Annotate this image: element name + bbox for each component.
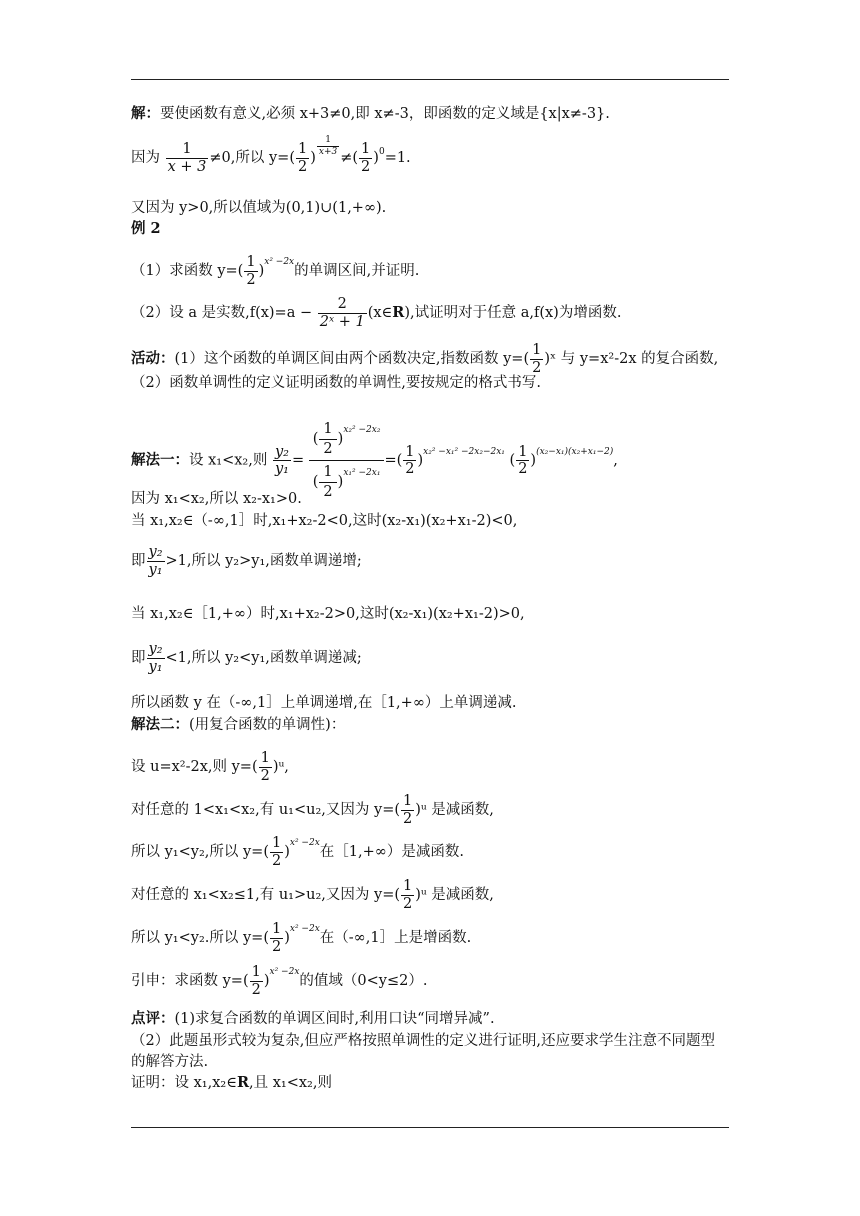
method-1-step-4: 当 x₁,x₂∈［1,+∞）时,x₁+x₂-2>0,这时(x₂-x₁)(x₂+x₁-2)>0, xyxy=(131,606,525,622)
fraction-half xyxy=(250,965,263,997)
exponent: x² −2x xyxy=(289,838,320,848)
solution-domain-text: 要使函数有意义,必须 x+3≠0,即 x≠-3，即函数的定义域是{x|x≠-3}. xyxy=(160,106,610,122)
numerator: 2 xyxy=(318,297,367,314)
fraction-half xyxy=(319,420,336,458)
text: (用复合函数的单调性)： xyxy=(189,717,346,733)
fraction-1-over-x-plus-3 xyxy=(166,142,209,174)
denominator: 2 xyxy=(403,895,413,912)
text: 对任意的 x₁<x₂≤1,有 u₁>u₂,又因为 y=( xyxy=(131,887,400,903)
denominator: 2 xyxy=(323,440,333,457)
method-2-step-1 xyxy=(131,751,731,783)
fraction-2-over-2x-plus-1 xyxy=(318,297,367,329)
numerator: 1 xyxy=(260,750,270,766)
exponent: x₂² −x₁² −2x₂−2x₁ xyxy=(423,446,505,457)
numerator: 1 xyxy=(403,878,413,894)
text: >1,所以 y₂>y₁,函数单调递增; xyxy=(165,553,362,569)
text: 所以 y₁<y₂,所以 y=( xyxy=(131,844,269,860)
denominator: 2 xyxy=(518,461,528,477)
text: 设 x₁<x₂,则 xyxy=(189,452,268,469)
fraction-half xyxy=(296,142,309,174)
reals-symbol: R xyxy=(392,304,405,321)
text: ≠0,所以 y=( xyxy=(209,150,295,166)
exponent: x² −2x xyxy=(289,924,320,934)
exponent: (x₂−x₁)(x₂+x₁−2) xyxy=(536,446,614,457)
text: ) xyxy=(284,844,290,860)
numerator: 1 xyxy=(297,141,308,157)
extension-line xyxy=(131,965,731,997)
text: （2）设 a 是实数,f(x)=a − xyxy=(131,305,313,321)
fraction-y2-over-y1 xyxy=(147,545,165,577)
method-1-line: 解法一：设 x₁<x₂,则 $\frac{\text{y₂}}{\text{y₁}}$ = ( $\frac{1}{2}$ )$^{x_2^2 -2x_2}$ ( $\frac{1}{2}$ )$^{x_1^2 -2x_1}$ =( $\frac{1}{2}$ )$^{x_2^2 -x_1^2 -2x_2-2x_1}$ ( $\frac{1}{2}$ )$^{(x_2-x_1)(x_2+x_1-2)}$, xyxy=(131,418,731,503)
numerator: 1 xyxy=(532,342,542,358)
method-2-label: 解法二： xyxy=(131,716,189,733)
text: 即 xyxy=(131,650,146,666)
example-2-part-2 xyxy=(131,297,731,329)
text: 因为 xyxy=(131,150,160,166)
fraction-half xyxy=(359,142,372,174)
fraction-half xyxy=(530,343,543,375)
example-2-heading: 例 2 xyxy=(131,220,161,237)
text: （1）求函数 y=( xyxy=(131,263,244,279)
comment-label: 点评： xyxy=(131,1010,175,1027)
fraction-half xyxy=(270,922,283,954)
method-2-heading xyxy=(131,715,731,735)
activity-line-1 xyxy=(131,343,731,375)
proof-line xyxy=(131,1073,731,1093)
fraction-half xyxy=(244,255,257,287)
text: )ᵘ 是减函数, xyxy=(415,887,494,903)
denominator: 2 xyxy=(323,483,333,500)
text: ) xyxy=(373,150,379,166)
compound-numerator: ( $\frac{1}{2}$ )$^{x_2^2 -2x_2}$ xyxy=(309,418,385,461)
solution-label: 解： xyxy=(131,105,160,122)
text: =( xyxy=(384,452,403,469)
exponent: x² −2x xyxy=(269,967,300,977)
text: ) xyxy=(284,930,290,946)
denominator: 2 xyxy=(260,767,270,784)
denominator: 2 xyxy=(405,461,415,477)
text: = xyxy=(291,452,305,469)
text: 引申：求函数 y=( xyxy=(131,973,249,989)
text: 在［1,+∞）是减函数. xyxy=(319,844,464,860)
numerator: y₂ xyxy=(274,443,289,460)
activity-label: 活动： xyxy=(131,350,175,367)
text: ),试证明对于任意 a,f(x)为增函数. xyxy=(404,305,622,321)
fraction-half xyxy=(259,751,272,783)
text: )ᵘ, xyxy=(272,759,289,775)
text: ,且 x₁<x₂,则 xyxy=(249,1075,332,1091)
numerator: 1 xyxy=(271,835,282,851)
reals-symbol: R xyxy=(236,1074,249,1091)
method-1-step-2: 当 x₁,x₂∈（-∞,1］时,x₁+x₂-2<0,这时(x₂-x₁)(x₂+x₁-2)<0, xyxy=(131,513,518,529)
activity-line-2: （2）函数单调性的定义证明函数的单调性,要按规定的格式书写. xyxy=(131,375,541,391)
footer-rule xyxy=(131,1127,729,1128)
denominator: y₁ xyxy=(274,461,289,477)
fraction-half xyxy=(401,879,414,911)
numerator: 1 xyxy=(319,463,336,483)
numerator: 1 xyxy=(403,793,413,809)
text: 的值域（0<y≤2）. xyxy=(299,973,428,989)
fraction-y2-over-y1 xyxy=(273,445,291,477)
numerator: 1 xyxy=(319,420,336,440)
range-result-line: 又因为 y>0,所以值域为(0,1)∪(1,+∞). xyxy=(131,200,387,216)
text: 的单调区间,并证明. xyxy=(294,263,420,279)
range-derivation-line xyxy=(131,134,731,175)
numerator: 1 xyxy=(246,254,256,270)
numerator: 1 xyxy=(405,443,415,460)
method-2-step-5 xyxy=(131,922,731,954)
text: , xyxy=(613,452,618,469)
method-2-step-4 xyxy=(131,879,731,911)
denominator: 2 xyxy=(361,158,371,175)
denominator: 2 xyxy=(246,271,256,288)
text: 在（-∞,1］上是增函数. xyxy=(319,930,472,946)
header-rule xyxy=(131,79,729,80)
text: ) xyxy=(258,263,265,279)
method-2-step-3 xyxy=(131,836,731,868)
method-1-label: 解法一： xyxy=(131,451,189,469)
denominator: 2 xyxy=(403,810,413,827)
method-1-step-5 xyxy=(131,642,731,674)
numerator: y₂ xyxy=(148,641,163,657)
text: <1,所以 y₂<y₁,函数单调递减; xyxy=(165,650,362,666)
text: )ˣ 与 y=x²-2x 的复合函数, xyxy=(544,351,719,367)
text: ) xyxy=(263,973,270,989)
exponent: x² −2x xyxy=(264,257,295,267)
comment-line-2: （2）此题虽形式较为复杂,但应严格按照单调性的定义进行证明,还应要求学生注意不同题型 xyxy=(131,1033,715,1049)
text: =1. xyxy=(384,150,411,166)
comment-line-1 xyxy=(131,1009,731,1029)
text: 设 u=x²-2x,则 y=( xyxy=(131,759,258,775)
method-1-step-1: 因为 x₁<x₂,所以 x₂-x₁>0. xyxy=(131,491,302,507)
denominator: 2 xyxy=(297,158,308,175)
exponent: x₂² −2x₂ xyxy=(343,425,381,435)
method-2-step-2 xyxy=(131,794,731,826)
denominator: 2 xyxy=(251,981,261,998)
text: 所以 y₁<y₂.所以 y=( xyxy=(131,930,269,946)
denominator: 2 xyxy=(271,938,282,955)
text: 即 xyxy=(131,553,146,569)
text: (1）这个函数的单调区间由两个函数决定,指数函数 y=( xyxy=(174,351,530,367)
text: ) xyxy=(310,150,316,166)
text: (1)求复合函数的单调区间时,利用口诀“同增异减”. xyxy=(174,1011,495,1027)
method-1-step-3 xyxy=(131,545,731,577)
numerator: 1 xyxy=(518,443,528,460)
numerator: 1 xyxy=(361,141,371,157)
numerator: 1 xyxy=(271,921,282,937)
denominator: 2ˣ + 1 xyxy=(319,313,365,330)
numerator: y₂ xyxy=(148,544,163,560)
superscript: 0 xyxy=(378,147,385,157)
comment-line-3: 的解答方法. xyxy=(131,1054,209,1070)
solution-domain-line xyxy=(131,104,731,124)
denominator: 2 xyxy=(271,852,282,869)
fraction-half xyxy=(516,445,529,477)
numerator: 1 xyxy=(251,964,261,980)
text: (x∈ xyxy=(367,305,393,321)
numerator: 1 xyxy=(317,136,339,147)
method-1-conclusion: 所以函数 y 在（-∞,1］上单调递增,在［1,+∞）上单调递减. xyxy=(131,695,517,711)
fraction-y2-over-y1 xyxy=(147,642,165,674)
compound-denominator: ( $\frac{1}{2}$ )$^{x_1^2 -2x_1}$ xyxy=(312,464,381,500)
numerator: 1 xyxy=(166,142,209,159)
denominator: y₁ xyxy=(148,658,163,675)
exponent: x₁² −2x₁ xyxy=(343,468,381,478)
denominator: x+3 xyxy=(318,146,338,157)
denominator: y₁ xyxy=(148,561,163,578)
text: ≠( xyxy=(340,150,359,166)
denominator: 2 xyxy=(532,359,542,376)
text: 对任意的 1<x₁<x₂,有 u₁<u₂,又因为 y=( xyxy=(131,802,400,818)
text: 证明：设 x₁,x₂∈ xyxy=(131,1075,237,1091)
fraction-half xyxy=(401,794,414,826)
denominator: x + 3 xyxy=(167,158,207,175)
example-2-part-1 xyxy=(131,255,731,287)
fraction-half xyxy=(270,836,283,868)
exponent-fraction xyxy=(317,136,339,157)
text: )ᵘ 是减函数, xyxy=(415,802,494,818)
fraction-half xyxy=(403,445,416,477)
